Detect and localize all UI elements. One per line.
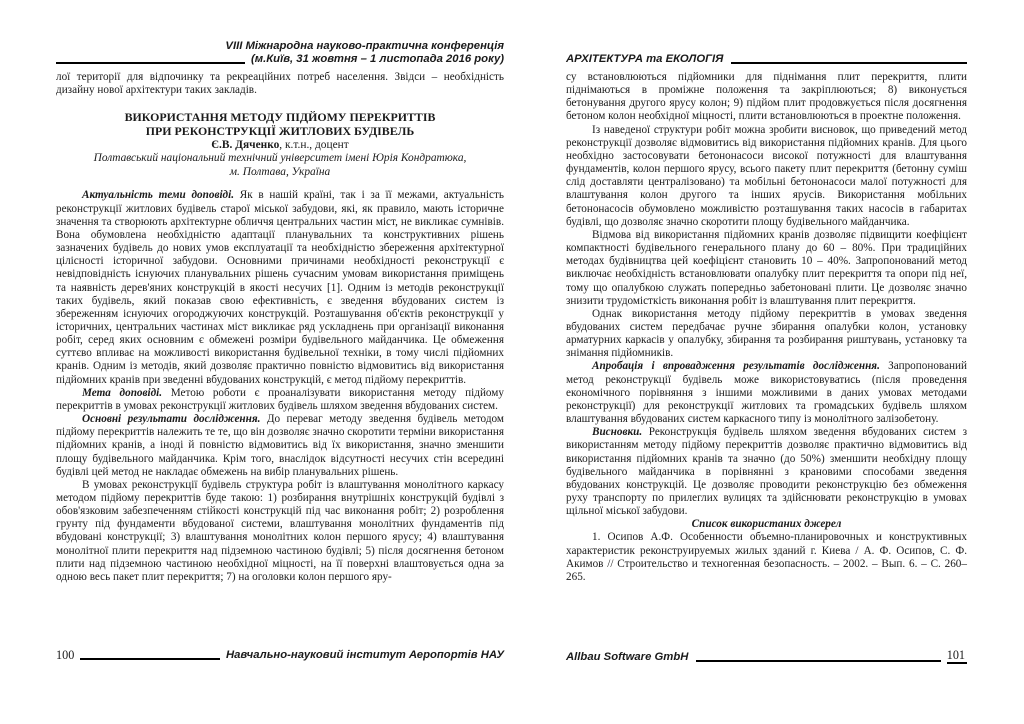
section-lead: Мета доповіді. <box>82 386 163 399</box>
affiliation <box>56 152 504 179</box>
page-number: 100 <box>56 648 75 662</box>
conference-date-line <box>56 53 504 66</box>
affiliation-line2: м. Полтава, Україна <box>229 165 331 178</box>
header-rule <box>731 62 967 64</box>
header-rule <box>56 62 245 64</box>
paragraph: Апробація і впровадження результатів дослідження. Запропонований метод реконструкції будівель може використовуватись (після проведення економічного порівняння з іншими можливими в даних умовах методами реконструкції) для реконструкції житлових та громадських будівель шляхом влаштування вбудованих систем каркасного типу із монолітного залізобетону. <box>566 360 967 426</box>
publisher-name: Allbau Software GmbH <box>566 651 689 663</box>
paragraph: су встановлюються підйомники для піднімання плит перекриття, плити піднімаються в проміжне положення та закріплюються; 8) виконується бетонування другого ярусу колон; 9) підйом плит продовжується після досягнення бетоном колон необхідної міцності, плити встановлюються в проектне положення. <box>566 71 967 123</box>
paragraph: Однак використання методу підйому перекриттів в умовах зведення вбудованих систем передбачає ручне збирання опалубки колон, установку арматурних каркасів у опалубку, збирання та розбирання риштувань, установку та знімання підйомників. <box>566 307 967 360</box>
institute-name: Навчально-науковий інститут Аеропортів НАУ <box>225 649 504 661</box>
section-lead: Висновки. <box>592 426 643 439</box>
article-title-line2: ПРИ РЕКОНСТРУКЦІЇ ЖИТЛОВИХ БУДІВЕЛЬ <box>145 124 415 139</box>
page-left <box>56 0 504 724</box>
section-lead: Основні результати дослідження. <box>82 413 261 426</box>
page-right <box>566 0 967 724</box>
affiliation-line1: Полтавський національний технічний університет імені Юрія Кондратюка, <box>93 152 467 165</box>
paragraph: Мета доповіді. Метою роботи є проаналізувати використання методу підйому перекриттів в умовах реконструкції житлових будівель шляхом зведення вбудованих систем. <box>56 386 504 412</box>
article-title-line1: ВИКОРИСТАННЯ МЕТОДУ ПІДЙОМУ ПЕРЕКРИТТІВ <box>124 110 436 125</box>
author-degree: , к.т.н., доцент <box>279 138 349 151</box>
author-name: Є.В. Дяченко <box>211 138 280 151</box>
footer-rule <box>80 658 220 660</box>
page-right-footer <box>566 648 967 664</box>
page-right-body <box>566 71 967 584</box>
paragraph: В умовах реконструкції будівель структура робіт із влаштування монолітного каркасу методом підйому перекриттів буде такою: 1) розбирання внутрішніх конструкцій будівлі з обов'язковим забезпеченням стійкості конструкцій під час виконання робіт; 2) розроблення грунту під фундаменти вбудованої системи, влаштування монолітних фундаментів під вбудовані конструкції; 3) влаштування монолітних колон першого ярусу; 4) влаштування монолітної плити перекриття над підземною частиною будівлі; 5) після досягнення бетоном плити над підземною частиною необхідної міцності, на її поверхні влаштовується одна за одною весь пакет плит перекриття; 7) на оголовки колон першого яру- <box>56 478 504 583</box>
page-right-running-header <box>566 0 967 66</box>
paragraph: Основні результати дослідження. До переваг методу зведення будівель методом підйому перекриттів належить те те, що він дозволяє значно скоротити терміни використання підйомних кранів, а іноді й повністю відмовитись від їх використання, значно зменшити площу будівельного майданчика. Крім того, внаслідок відсутності несучих стін всередині будівлі цей метод не накладає обмежень на вибір планувальних рішень. <box>56 413 504 478</box>
paragraph: Відмова від використання підйомних кранів дозволяє підвищити коефіцієнт компактності будівельного генерального плану до 60 – 80%. При традиційних методах будівництва цей коефіцієнт становить 10 – 40%. Запропонований метод виключає необхідність встановлювати опалубку плит перекриття та опори під неї, тому що опалубкою служать попередньо забетоновані плити. Це дозволяє значно знизити трудомісткість виконання робіт із влаштування плит перекриття. <box>566 228 967 307</box>
paragraph: Із наведеної структури робіт можна зробити висновок, що приведений метод реконструкції дозволяє відмовитись від використання підйомних кранів. Для цього необхідно застосовувати бетононасоси високої потужності для влаштування фундаментів, колон першого ярусу, всього пакету плит перекриття (бетонну суміш слід доставляти централізовано) та мобільні бетононасоси малої потужності для влаштування колон другого та інших ярусів. Використання мобільних бетононасосів обумовлено можливістю розташування таких насосів в габаритах будівлі, що дозволяє значно скоротити площу будівельного майданчика. <box>566 123 967 228</box>
footer-rule <box>696 660 940 662</box>
page-left-body <box>56 71 504 584</box>
paragraph: Висновки. Реконструкція будівель шляхом зведення вбудованих систем з використанням методу підйому перекриттів дозволяє практично відмовитись від використання підйомних кранів та значно (до 50%) зменшити необхідну площу будівельного майданчика в порівнянні з крановими способами зведення вбудованих конструкцій. Це дозволяє проводити реконструкцію без обмеження руху транспорту по прилеглих вулицях та здійснювати реконструкцію в умовах щільної міської забудови. <box>566 426 967 518</box>
page-number: 101 <box>946 648 965 662</box>
reference-item: 1. Осипов А.Ф. Особенности объемно-планировочных и конструктивных характеристик реконструируемых жилых зданий г. Киева / А. Ф. Осипов, С. Ф. Акимов // Строительство и техногенная безопасность. – 2002. – Вып. 6. – С. 260–265. <box>566 531 967 583</box>
author-line <box>56 139 504 153</box>
conference-date: (м.Київ, 31 жовтня – 1 листопада 2016 року) <box>250 53 504 65</box>
article-title-block <box>56 111 504 179</box>
article-title <box>56 111 504 139</box>
section-name: АРХІТЕКТУРА та ЕКОЛОГІЯ <box>566 53 724 65</box>
section-lead: Актуальність теми доповіді. <box>82 189 235 202</box>
continuation-paragraph: лої території для відпочинку та рекреаційних потреб населення. Звідси – необхідність дизайну нової архітектури таких закладів. <box>56 71 504 97</box>
page-left-footer <box>56 648 504 662</box>
references-heading: Список використаних джерел <box>691 518 842 531</box>
right-column-paragraphs <box>566 71 967 584</box>
section-lead: Апробація і впровадження результатів дослідження. <box>592 360 880 373</box>
paragraph: Актуальність теми доповіді. Як в нашій країні, так і за її межами, актуальність реконструкції житлових будівель старої міської забудови, які, як правило, мають історичне значення та створюють архітектурне обличчя центральних частин міст, не викликає сумнівів. Вона обумовлена необхідністю адаптації планувальних та конструктивних рішень зазначених будівель до нових умов експлуатації та необхідністю збереження архітектурної цілісності історичної забудови. Основними причинами необхідності реконструкції є невідповідність існуючих планувальних рішень сучасним умовам використання приміщень та наявність дерев'яних конструкцій в якості несучих [1]. Одним із методів реконструкції таких будівель, який показав свою ефективність, є зведення вбудованих систем із збереженням існуючих огороджуючих конструкцій. Розташування об'єктів реконструкції у історичних, центральних частинах міст викликає ряд ускладнень при організації виконання робіт, серед яких основним є обмежені розміри будівельного майданчика. Це обмеження суттєво впливає на можливості використання будівельної техніки, в тому числі підйомних кранів. Одним із методів, який дозволяє практично повністю відмовитись від використання підйомних кранів при зведенні вбудованих конструкцій, є метод підйому перекриттів. <box>56 189 504 386</box>
left-column-paragraphs <box>56 189 504 584</box>
page-left-running-header <box>56 0 504 66</box>
conference-name: VIII Міжнародна науково-практична конференція <box>225 40 504 52</box>
